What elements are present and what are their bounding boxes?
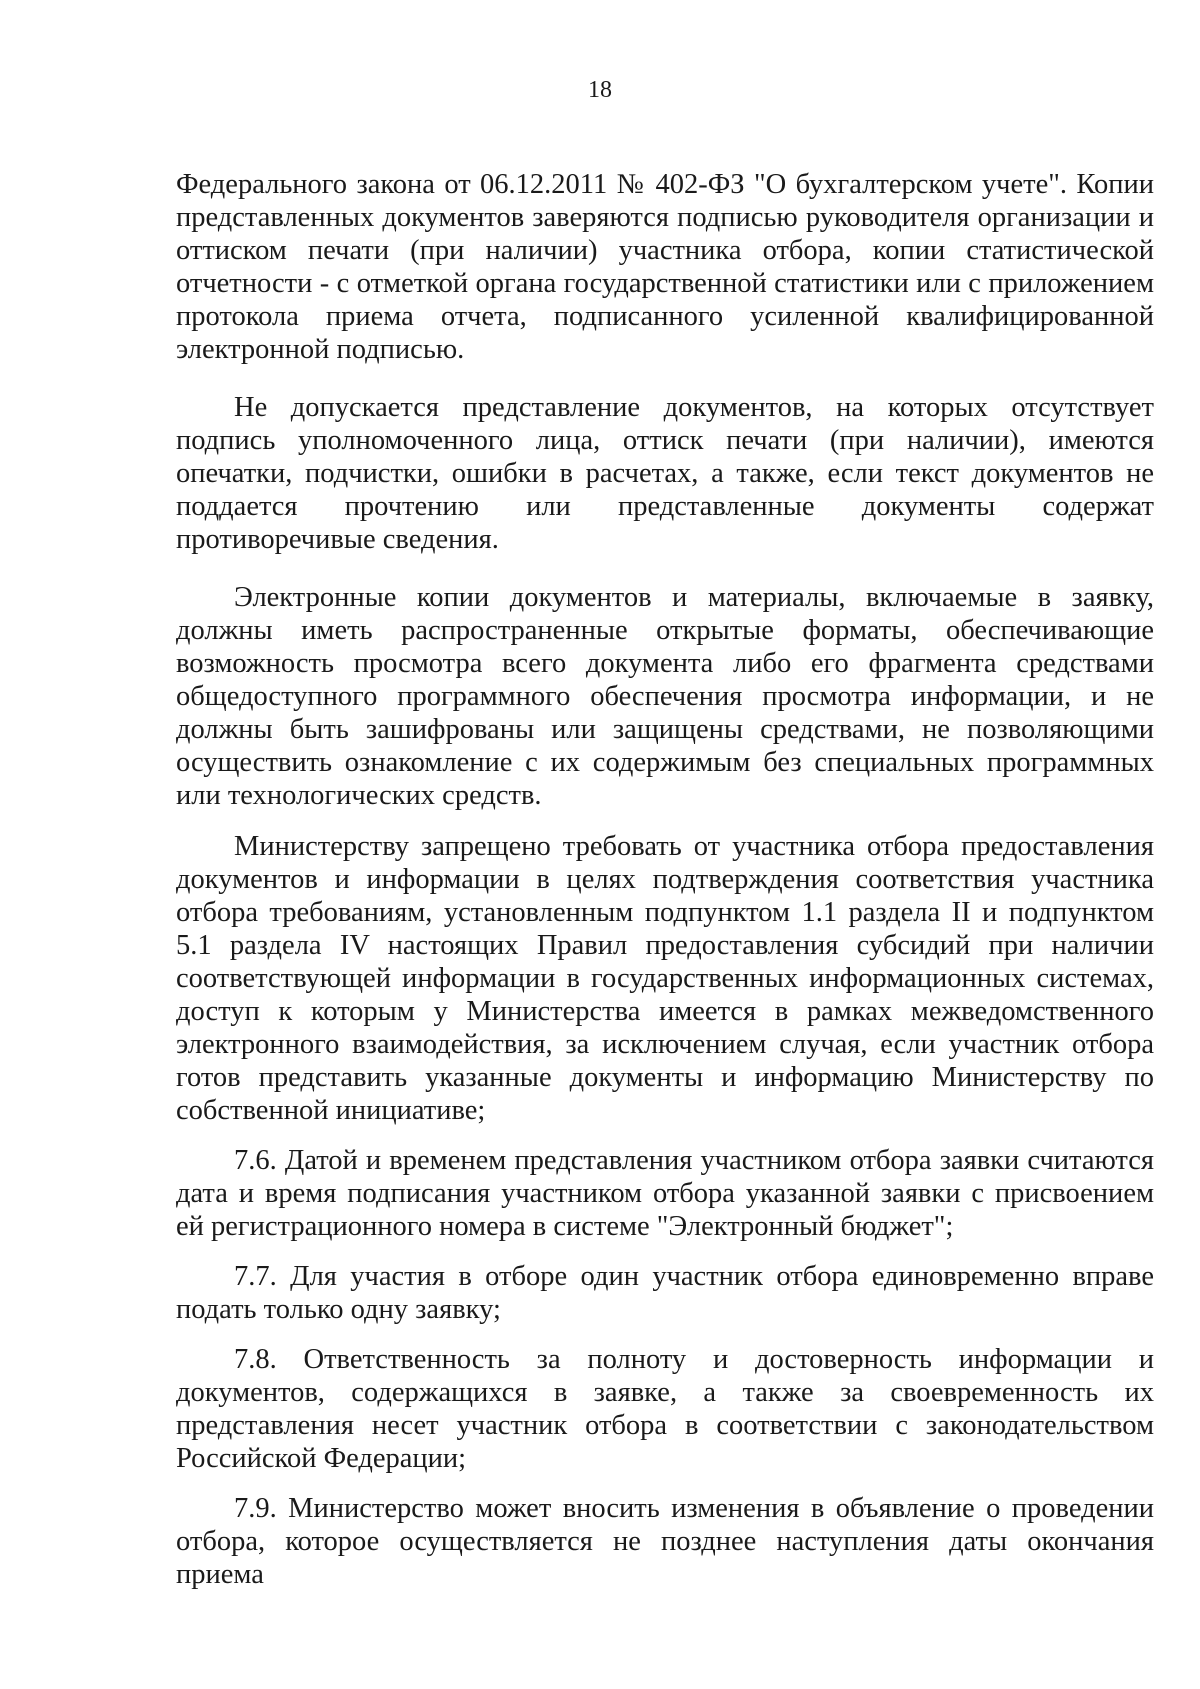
paragraph-ministry-prohibition: Министерству запрещено требовать от участника отбора предоставления документов и информации в целях подтверждения соответствия участника отбора требованиям, установленным подпунктом 1.1 раздела II и подпунктом 5.1 раздела IV настоящих Правил предоставления субсидий при наличии соответствующей информации в государственных информационных системах, доступ к которым у Министерства имеется в рамках межведомственного электронного взаимодействия, за исключением случая, если участник отбора готов представить указанные документы и информацию Министерству по собственной инициативе;	[176, 831, 1154, 1126]
page-body	[176, 168, 1154, 1591]
paragraph-7-9: 7.9. Министерство может вносить изменения в объявление о проведении отбора, которое осуществляется не позднее наступления даты окончания приема	[176, 1493, 1154, 1590]
paragraph-invalid-documents: Не допускается представление документов, на которых отсутствует подпись уполномоченного лица, оттиск печати (при наличии), имеются опечатки, подчистки, ошибки в расчетах, а также, если текст документов не поддается прочтению или представленные документы содержат противоречивые сведения.	[176, 392, 1154, 555]
paragraph-electronic-copies: Электронные копии документов и материалы, включаемые в заявку, должны иметь распространенные открытые форматы, обеспечивающие возможность просмотра всего документа либо его фрагмента средствами общедоступного программного обеспечения просмотра информации, и не должны быть зашифрованы или защищены средствами, не позволяющими осуществить ознакомление с их содержимым без специальных программных или технологических средств.	[176, 582, 1154, 811]
page-number: 18	[588, 77, 612, 103]
paragraph-7-7: 7.7. Для участия в отборе один участник отбора единовременно вправе подать только одну заявку;	[176, 1261, 1154, 1325]
paragraph-7-6: 7.6. Датой и временем представления участником отбора заявки считаются дата и время подписания участником отбора указанной заявки с присвоением ей регистрационного номера в системе "Электронный бюджет";	[176, 1145, 1154, 1242]
paragraph-documents-certification: Федерального закона от 06.12.2011 № 402-ФЗ "О бухгалтерском учете". Копии представленных документов заверяются подписью руководителя организации и оттиском печати (при наличии) участника отбора, копии статистической отчетности - с отметкой органа государственной статистики или с приложением протокола приема отчета, подписанного усиленной квалифицированной электронной подписью.	[176, 169, 1154, 365]
paragraph-7-8: 7.8. Ответственность за полноту и достоверность информации и документов, содержащихся в заявке, а также за своевременность их представления несет участник отбора в соответствии с законодательством Российской Федерации;	[176, 1344, 1154, 1474]
